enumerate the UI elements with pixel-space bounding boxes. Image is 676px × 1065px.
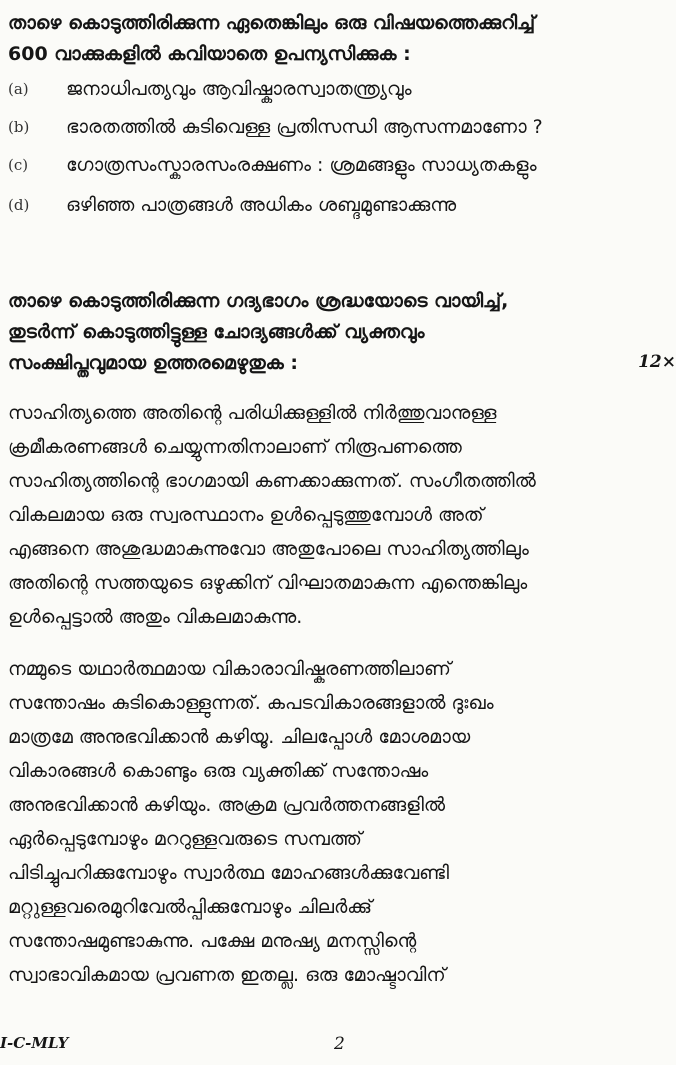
question1-heading-line: താഴെ കൊടുത്തിരിക്കുന്ന ഏതെങ്കിലും ഒരു വിഷയത്തെക്കുറിച്ച് [8,12,536,34]
passage-line: സാഹിത്യത്തെ അതിന്റെ പരിധിക്കുള്ളിൽ നിർത്തുവാനുള്ള [8,402,497,424]
passage-line: നമ്മുടെ യഥാർത്ഥമായ വികാരാവിഷ്കരണത്തിലാണ് [8,658,451,680]
question2-marks: 12× [638,352,676,372]
passage-line: അനുഭവിക്കാൻ കഴിയും. അക്രമ പ്രവർത്തനങ്ങളിൽ [8,794,446,816]
passage-line: അതിന്റെ സത്തയുടെ ഒഴുക്കിന് വിഘാതമാകുന്ന എന്തെങ്കിലും [8,572,528,594]
passage-line: എങ്ങനെ അശുദ്ധമാകുന്നുവോ അതുപോലെ സാഹിത്യത്തിലും [8,538,529,560]
passage-line: സ്വാഭാവികമായ പ്രവണത ഇതല്ല. ഒരു മോഷ്ടാവിന് [8,964,446,986]
option-c [8,150,672,180]
option-label: (b) [8,118,30,136]
passage-line: മാത്രമേ അനുഭവിക്കാൻ കഴിയൂ. ചിലപ്പോൾ മോശമായ [8,726,471,748]
option-label: (d) [8,196,30,214]
passage-line: ഏർപ്പെടുമ്പോഴും മററുള്ളവരുടെ സമ്പത്ത് [8,828,362,850]
question2-heading-line: തുടർന്ന് കൊടുത്തിട്ടുള്ള ചോദ്യങ്ങൾക്ക് വ്യക്തവും [8,321,425,343]
passage-line: വികാരങ്ങൾ കൊണ്ടും ഒരു വ്യക്തിക്ക് സന്തോഷം [8,760,429,782]
paper-code: I-C-MLY [0,1034,69,1052]
option-label: (c) [8,156,29,174]
page-number: 2 [334,1034,345,1054]
question2-heading-line: സംക്ഷിപ്തവുമായ ഉത്തരമെഴുതുക : [8,352,298,374]
question1-heading [8,8,672,70]
passage-line: പിടിച്ചുപറിക്കുമ്പോഴും സ്വാർത്ഥ മോഹങ്ങൾക്കുവേണ്ടി [8,862,450,884]
option-text: ജനാധിപത്യവും ആവിഷ്കാരസ്വാതന്ത്ര്യവും [66,78,412,100]
passage-paragraph-2 [8,652,676,992]
option-text: ഗോത്രസംസ്കാരസംരക്ഷണം : ശ്രമങ്ങളും സാധ്യതകളും [66,154,537,176]
passage-line: വികലമായ ഒരു സ്വരസ്ഥാനം ഉൾപ്പെടുത്തുമ്പോൾ അത് [8,504,484,526]
passage-line: ക്രമീകരണങ്ങൾ ചെയ്യുന്നതിനാലാണ് നിരൂപണത്തെ [8,436,462,458]
question2-heading [8,286,672,379]
option-d [8,190,672,220]
passage-paragraph-1 [8,396,676,634]
option-label: (a) [8,80,29,98]
option-text: ഒഴിഞ്ഞ പാത്രങ്ങൾ അധികം ശബ്ദമുണ്ടാക്കുന്നു [66,194,457,216]
passage-line: സന്തോഷമുണ്ടാകുന്നു. പക്ഷേ മനുഷ്യ മനസ്സിന്റെ [8,930,417,952]
option-b [8,112,672,142]
passage-line: സാഹിത്യത്തിന്റെ ഭാഗമായി കണക്കാക്കുന്നത്. സംഗീതത്തിൽ [8,470,536,492]
passage-line: ഉൾപ്പെട്ടാൽ അതും വികലമാകുന്നു. [8,606,303,628]
question2-heading-line: താഴെ കൊടുത്തിരിക്കുന്ന ഗദ്യഭാഗം ശ്രദ്ധയോടെ വായിച്ച്, [8,290,509,312]
question1-heading-line: 600 വാക്കുകളിൽ കവിയാതെ ഉപന്യസിക്കുക : [8,43,411,65]
option-text: ഭാരതത്തിൽ കുടിവെള്ള പ്രതിസന്ധി ആസന്നമാണോ ? [66,116,543,138]
passage-line: സന്തോഷം കുടികൊള്ളുന്നത്. കപടവികാരങ്ങളാൽ ദുഃഖം [8,692,494,714]
passage-line: മറ്റുള്ളവരെമുറിവേൽപ്പിക്കുമ്പോഴും ചിലർക്കു് [8,896,373,918]
option-a [8,74,672,104]
